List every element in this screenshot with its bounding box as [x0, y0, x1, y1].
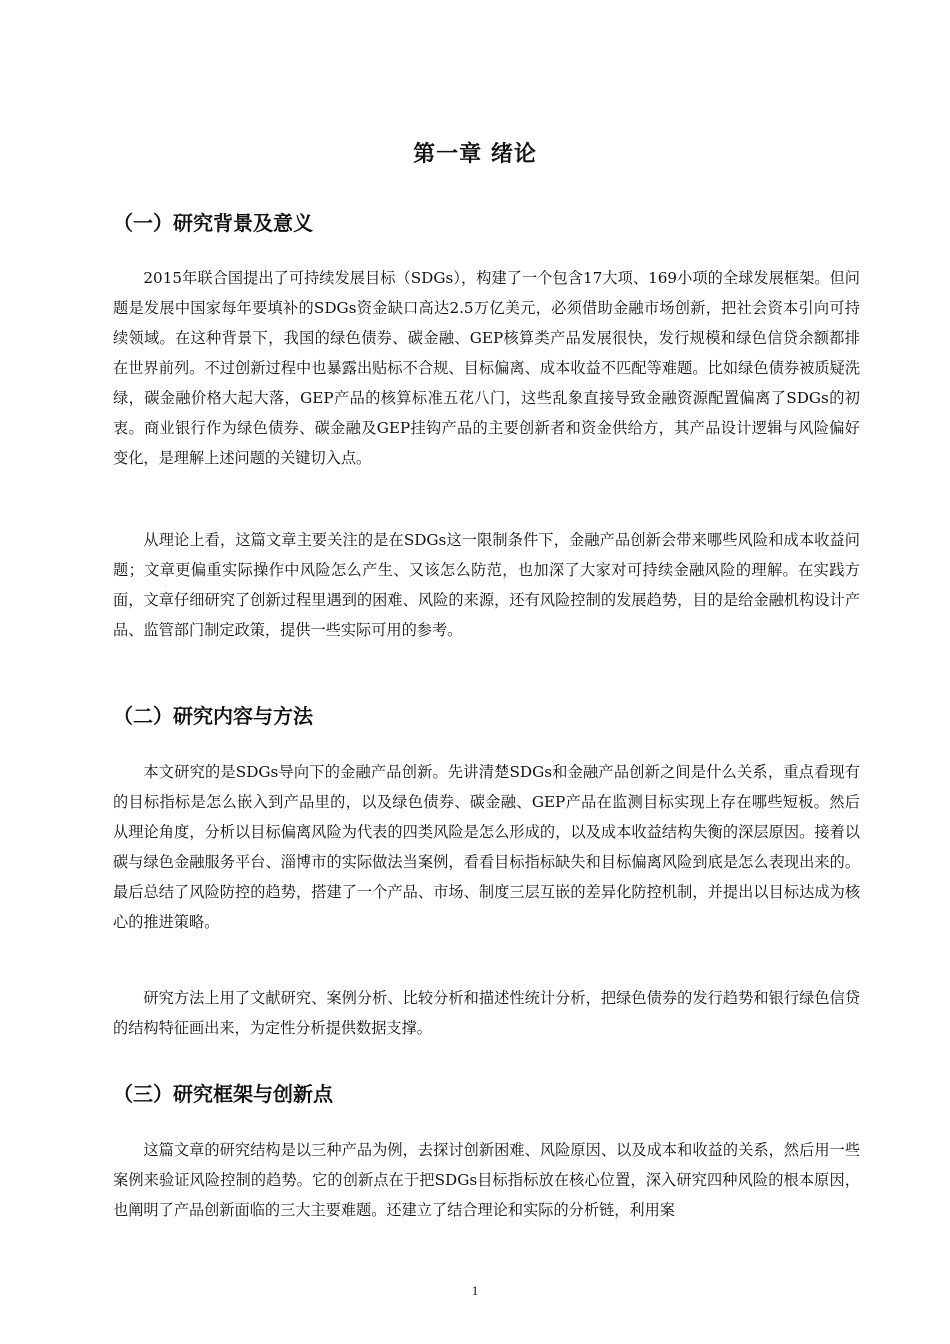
paragraph-methods-2: 研究方法上用了文献研究、案例分析、比较分析和描述性统计分析，把绿色债券的发行趋势和银行绿色信贷的结构特征画出来，为定性分析提供数据支撑。 [113, 989, 860, 1037]
section-heading-content-methods: （二）研究内容与方法 [113, 704, 313, 728]
paragraph-framework-1: 这篇文章的研究结构是以三种产品为例，去探讨创新困难、风险原因、以及成本和收益的关系，然后用一些案例来验证风险控制的趋势。它的创新点在于把SDGs目标指标放在核心位置，深入研究四种风险的根本原因，也阐明了产品创新面临的三大主要难题。还建立了结合理论和实际的分析链，利用案 [113, 1141, 860, 1219]
page-number: 1 [471, 1283, 479, 1298]
paragraph-background-1: 2015年联合国提出了可持续发展目标（SDGs），构建了一个包含17大项、169小项的全球发展框架。但问题是发展中国家每年要填补的SDGs资金缺口高达2.5万亿美元，必须借助金融市场创新，把社会资本引向可持续领域。在这种背景下，我国的绿色债券、碳金融、GEP核算类产品发展很快，发行规模和绿色信贷余额都排在世界前列。不过创新过程中也暴露出贴标不合规、目标偏离、成本收益不匹配等难题。比如绿色债券被质疑洗绿，碳金融价格大起大落，GEP产品的核算标准五花八门，这些乱象直接导致金融资源配置偏离了SDGs的初衷。商业银行作为绿色债券、碳金融及GEP挂钩产品的主要创新者和资金供给方，其产品设计逻辑与风险偏好变化，是理解上述问题的关键切入点。 [113, 269, 860, 467]
section-heading-framework: （三）研究框架与创新点 [113, 1082, 333, 1106]
paragraph-content-1: 本文研究的是SDGs导向下的金融产品创新。先讲清楚SDGs和金融产品创新之间是什么关系，重点看现有的目标指标是怎么嵌入到产品里的，以及绿色债券、碳金融、GEP产品在监测目标实现上存在哪些短板。然后从理论角度，分析以目标偏离风险为代表的四类风险是怎么形成的，以及成本收益结构失衡的深层原因。接着以碳与绿色金融服务平台、淄博市的实际做法当案例，看看目标指标缺失和目标偏离风险到底是怎么表现出来的。最后总结了风险防控的趋势，搭建了一个产品、市场、制度三层互嵌的差异化防控机制，并提出以目标达成为核心的推进策略。 [113, 763, 860, 931]
section-heading-background: （一）研究背景及意义 [113, 211, 313, 235]
paragraph-background-2: 从理论上看，这篇文章主要关注的是在SDGs这一限制条件下，金融产品创新会带来哪些风险和成本收益问题；文章更偏重实际操作中风险怎么产生、又该怎么防范，也加深了大家对可持续金融风险的理解。在实践方面，文章仔细研究了创新过程里遇到的困难、风险的来源，还有风险控制的发展趋势，目的是给金融机构设计产品、监管部门制定政策，提供一些实际可用的参考。 [113, 531, 860, 639]
chapter-title: 第一章 绪论 [413, 142, 537, 167]
